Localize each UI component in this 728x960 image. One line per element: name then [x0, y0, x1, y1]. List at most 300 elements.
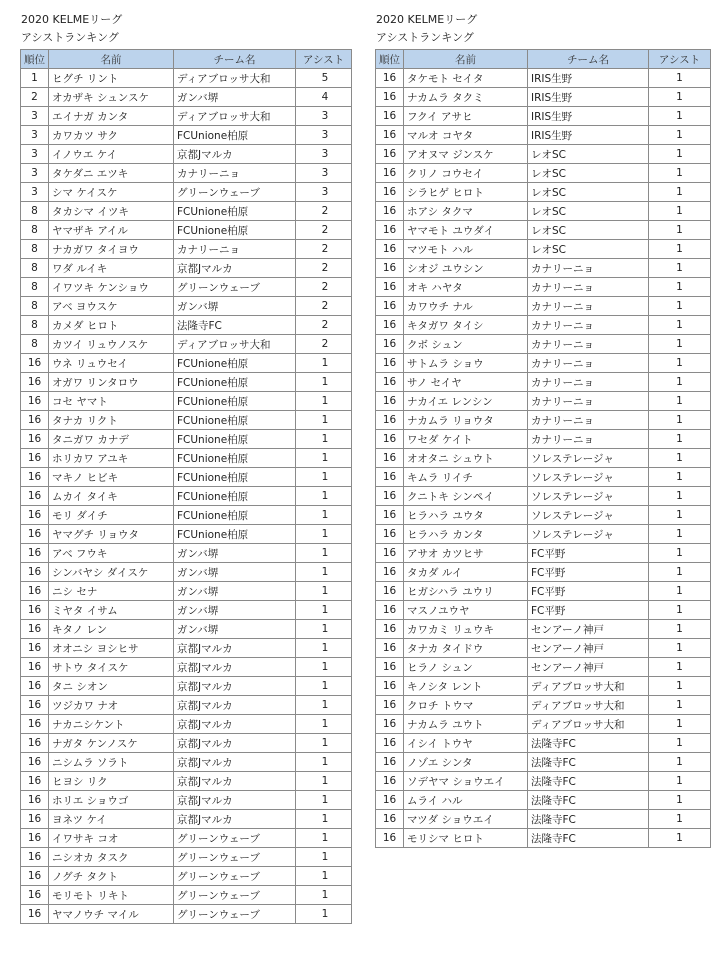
table-row: [376, 829, 711, 848]
team-name-cell: ガンバ堺: [174, 297, 296, 316]
team-name-cell: IRIS生野: [528, 69, 649, 88]
rank-cell: 3: [21, 145, 49, 164]
team-name-cell: 法隆寺FC: [528, 810, 649, 829]
player-name-cell: ミヤタ イサム: [49, 601, 174, 620]
rank-cell: 16: [21, 639, 49, 658]
assist-count-cell: 1: [296, 829, 352, 848]
table-row: [21, 107, 352, 126]
team-name-cell: FCUnione柏原: [174, 525, 296, 544]
player-name-cell: マルオ コヤタ: [404, 126, 528, 145]
assist-ranking-table-left: [20, 49, 352, 924]
table-row: [21, 905, 352, 924]
rank-header: 順位: [21, 50, 49, 69]
table-row: [21, 335, 352, 354]
player-name-cell: サトムラ ショウ: [404, 354, 528, 373]
player-name-cell: モリシマ ヒロト: [404, 829, 528, 848]
assist-count-cell: 1: [296, 392, 352, 411]
right-ranking-block: [375, 12, 711, 848]
table-row: [21, 506, 352, 525]
assist-count-cell: 2: [296, 202, 352, 221]
player-name-cell: オキ ハヤタ: [404, 278, 528, 297]
player-name-cell: クニトキ シンペイ: [404, 487, 528, 506]
player-name-cell: ヨネツ ケイ: [49, 810, 174, 829]
table-row: [21, 240, 352, 259]
assist-count-cell: 1: [649, 221, 711, 240]
rank-cell: 16: [21, 449, 49, 468]
table-row: [21, 354, 352, 373]
table-row: [21, 563, 352, 582]
team-name-cell: センアーノ神戸: [528, 639, 649, 658]
team-name-cell: ディアブロッサ大和: [174, 107, 296, 126]
rank-cell: 16: [21, 829, 49, 848]
assist-count-cell: 1: [296, 772, 352, 791]
assist-count-cell: 1: [649, 316, 711, 335]
table-row: [376, 202, 711, 221]
table-row: [376, 506, 711, 525]
team-name-cell: ガンバ堺: [174, 620, 296, 639]
player-name-cell: モリ ダイチ: [49, 506, 174, 525]
rank-cell: 16: [21, 867, 49, 886]
team-name-cell: 京都Jマルカ: [174, 810, 296, 829]
table-row: [21, 69, 352, 88]
rank-cell: 16: [21, 696, 49, 715]
rank-cell: 16: [21, 582, 49, 601]
table-row: [21, 468, 352, 487]
rank-cell: 16: [376, 829, 404, 848]
player-name-cell: ヒヨシ リク: [49, 772, 174, 791]
player-name-cell: イワサキ コオ: [49, 829, 174, 848]
assist-count-cell: 1: [296, 430, 352, 449]
assist-count-cell: 1: [649, 639, 711, 658]
player-name-cell: ホアシ タクマ: [404, 202, 528, 221]
rank-cell: 16: [21, 848, 49, 867]
team-name-cell: グリーンウェーブ: [174, 905, 296, 924]
assist-count-cell: 1: [296, 620, 352, 639]
assist-count-cell: 1: [649, 202, 711, 221]
player-name-cell: ナカニシケント: [49, 715, 174, 734]
assist-count-cell: 1: [649, 449, 711, 468]
player-name-cell: サノ セイヤ: [404, 373, 528, 392]
rank-cell: 16: [21, 563, 49, 582]
assist-count-cell: 1: [296, 867, 352, 886]
team-name-cell: FCUnione柏原: [174, 411, 296, 430]
assist-count-cell: 1: [649, 753, 711, 772]
rank-cell: 16: [21, 468, 49, 487]
assist-count-cell: 1: [296, 544, 352, 563]
player-name-cell: サトウ タイスケ: [49, 658, 174, 677]
player-name-cell: シマ ケイスケ: [49, 183, 174, 202]
assist-count-cell: 1: [296, 506, 352, 525]
rank-cell: 8: [21, 240, 49, 259]
team-name-cell: ソレステレージャ: [528, 449, 649, 468]
assist-count-cell: 1: [296, 905, 352, 924]
assist-count-cell: 2: [296, 278, 352, 297]
team-name-cell: FCUnione柏原: [174, 487, 296, 506]
rank-cell: 8: [21, 297, 49, 316]
assists-header: アシスト: [649, 50, 711, 69]
rank-cell: 16: [376, 202, 404, 221]
player-name-cell: ヒラハラ ユウタ: [404, 506, 528, 525]
table-row: [21, 259, 352, 278]
team-name-cell: ガンバ堺: [174, 582, 296, 601]
team-name-cell: カナリーニョ: [528, 316, 649, 335]
team-name-cell: カナリーニョ: [528, 259, 649, 278]
rank-cell: 16: [376, 297, 404, 316]
rank-cell: 16: [376, 753, 404, 772]
team-name-cell: FCUnione柏原: [174, 221, 296, 240]
assist-count-cell: 1: [296, 468, 352, 487]
rank-cell: 16: [376, 316, 404, 335]
player-name-cell: キノシタ レント: [404, 677, 528, 696]
player-name-cell: アサオ カツヒサ: [404, 544, 528, 563]
table-row: [376, 278, 711, 297]
team-name-cell: センアーノ神戸: [528, 658, 649, 677]
team-name-cell: 京都Jマルカ: [174, 753, 296, 772]
assist-count-cell: 2: [296, 240, 352, 259]
rank-cell: 3: [21, 183, 49, 202]
table-row: [21, 487, 352, 506]
assist-count-cell: 1: [649, 240, 711, 259]
assist-count-cell: 1: [649, 582, 711, 601]
team-name-cell: FCUnione柏原: [174, 430, 296, 449]
rank-cell: 16: [376, 145, 404, 164]
table-row: [376, 411, 711, 430]
team-name-cell: レオSC: [528, 164, 649, 183]
rank-cell: 16: [21, 601, 49, 620]
rank-cell: 16: [21, 734, 49, 753]
rank-cell: 16: [21, 905, 49, 924]
rank-cell: 16: [376, 639, 404, 658]
rank-cell: 16: [21, 753, 49, 772]
team-name-cell: FCUnione柏原: [174, 126, 296, 145]
player-name-cell: ホリカワ アユキ: [49, 449, 174, 468]
rank-cell: 16: [376, 411, 404, 430]
rank-cell: 16: [376, 354, 404, 373]
table-row: [21, 544, 352, 563]
assist-count-cell: 3: [296, 164, 352, 183]
player-name-cell: ヤマグチ リョウタ: [49, 525, 174, 544]
rank-cell: 16: [376, 791, 404, 810]
team-name-cell: ディアブロッサ大和: [528, 696, 649, 715]
assist-count-cell: 1: [649, 544, 711, 563]
player-name-cell: シオジ ユウシン: [404, 259, 528, 278]
team-name-cell: 京都Jマルカ: [174, 791, 296, 810]
assist-count-cell: 1: [296, 354, 352, 373]
rank-cell: 3: [21, 107, 49, 126]
rank-cell: 16: [376, 772, 404, 791]
team-name-cell: FCUnione柏原: [174, 506, 296, 525]
team-name-cell: グリーンウェーブ: [174, 886, 296, 905]
name-header: 名前: [49, 50, 174, 69]
table-row: [376, 696, 711, 715]
assist-count-cell: 1: [649, 69, 711, 88]
table-row: [376, 734, 711, 753]
rank-cell: 16: [376, 392, 404, 411]
rank-cell: 8: [21, 316, 49, 335]
table-row: [376, 810, 711, 829]
rank-cell: 16: [21, 487, 49, 506]
rank-cell: 16: [21, 772, 49, 791]
player-name-cell: ナカガワ タイヨウ: [49, 240, 174, 259]
rank-cell: 16: [21, 373, 49, 392]
rank-cell: 16: [21, 620, 49, 639]
table-row: [376, 601, 711, 620]
rank-cell: 16: [376, 126, 404, 145]
table-row: [21, 715, 352, 734]
table-row: [376, 297, 711, 316]
table-row: [376, 620, 711, 639]
table-header-row: [21, 50, 352, 69]
table-row: [376, 772, 711, 791]
table-row: [21, 677, 352, 696]
assist-count-cell: 1: [649, 354, 711, 373]
rank-cell: 16: [21, 886, 49, 905]
table-row: [376, 544, 711, 563]
assist-count-cell: 1: [649, 677, 711, 696]
player-name-cell: イシイ トウヤ: [404, 734, 528, 753]
assist-count-cell: 1: [296, 810, 352, 829]
team-header: チーム名: [528, 50, 649, 69]
assist-count-cell: 1: [649, 772, 711, 791]
assist-count-cell: 1: [649, 392, 711, 411]
table-row: [376, 582, 711, 601]
team-name-cell: 京都Jマルカ: [174, 658, 296, 677]
player-name-cell: カワカツ サク: [49, 126, 174, 145]
table-row: [376, 449, 711, 468]
table-row: [376, 240, 711, 259]
rank-cell: 16: [21, 506, 49, 525]
player-name-cell: オオニシ ヨシヒサ: [49, 639, 174, 658]
player-name-cell: ヒガシハラ ユウリ: [404, 582, 528, 601]
player-name-cell: キムラ リイチ: [404, 468, 528, 487]
assist-count-cell: 1: [296, 563, 352, 582]
rank-cell: 16: [376, 506, 404, 525]
table-row: [21, 886, 352, 905]
player-name-cell: キタノ レン: [49, 620, 174, 639]
table-row: [21, 601, 352, 620]
table-row: [21, 202, 352, 221]
player-name-cell: ナカムラ ユウト: [404, 715, 528, 734]
table-row: [376, 316, 711, 335]
team-name-cell: ディアブロッサ大和: [528, 677, 649, 696]
team-name-cell: 京都Jマルカ: [174, 715, 296, 734]
player-name-cell: ワセダ ケイト: [404, 430, 528, 449]
assist-count-cell: 1: [649, 487, 711, 506]
assist-count-cell: 3: [296, 107, 352, 126]
rank-cell: 16: [376, 278, 404, 297]
rank-cell: 16: [376, 373, 404, 392]
player-name-cell: ヤマモト ユウダイ: [404, 221, 528, 240]
assist-count-cell: 1: [296, 696, 352, 715]
rank-cell: 16: [376, 487, 404, 506]
rank-cell: 16: [376, 259, 404, 278]
league-title: 2020 KELMEリーグ: [21, 13, 123, 26]
table-row: [21, 183, 352, 202]
rank-cell: 16: [376, 525, 404, 544]
rank-cell: 16: [21, 525, 49, 544]
player-name-cell: マツダ ショウエイ: [404, 810, 528, 829]
rank-cell: 16: [376, 620, 404, 639]
player-name-cell: イワツキ ケンショウ: [49, 278, 174, 297]
player-name-cell: ナガタ ケンノスケ: [49, 734, 174, 753]
assist-count-cell: 1: [649, 183, 711, 202]
assist-count-cell: 1: [296, 886, 352, 905]
rank-cell: 16: [376, 677, 404, 696]
table-row: [376, 677, 711, 696]
player-name-cell: ムカイ タイキ: [49, 487, 174, 506]
table-row: [376, 639, 711, 658]
table-row: [376, 354, 711, 373]
table-row: [21, 392, 352, 411]
assist-count-cell: 1: [649, 278, 711, 297]
player-name-cell: ウネ リュウセイ: [49, 354, 174, 373]
team-name-cell: 京都Jマルカ: [174, 259, 296, 278]
assist-count-cell: 1: [649, 620, 711, 639]
player-name-cell: タナカ リクト: [49, 411, 174, 430]
rank-cell: 16: [376, 88, 404, 107]
table-row: [21, 411, 352, 430]
rank-cell: 3: [21, 126, 49, 145]
assist-count-cell: 2: [296, 221, 352, 240]
assist-count-cell: 1: [649, 525, 711, 544]
table-row: [21, 221, 352, 240]
assist-count-cell: 5: [296, 69, 352, 88]
table-row: [21, 145, 352, 164]
assist-count-cell: 1: [649, 658, 711, 677]
team-name-cell: グリーンウェーブ: [174, 848, 296, 867]
assist-count-cell: 1: [649, 506, 711, 525]
rank-cell: 16: [376, 582, 404, 601]
team-name-cell: カナリーニョ: [174, 164, 296, 183]
rank-cell: 16: [376, 810, 404, 829]
team-name-cell: 法隆寺FC: [528, 829, 649, 848]
table-row: [21, 867, 352, 886]
team-name-cell: ディアブロッサ大和: [174, 69, 296, 88]
table-row: [21, 734, 352, 753]
table-row: [21, 278, 352, 297]
player-name-cell: コセ ヤマト: [49, 392, 174, 411]
table-row: [376, 126, 711, 145]
team-name-cell: レオSC: [528, 202, 649, 221]
rank-cell: 16: [21, 411, 49, 430]
player-name-cell: タケモト セイタ: [404, 69, 528, 88]
rank-cell: 16: [376, 164, 404, 183]
table-row: [21, 430, 352, 449]
player-name-cell: ソデヤマ ショウエイ: [404, 772, 528, 791]
assist-count-cell: 1: [649, 430, 711, 449]
table-row: [21, 164, 352, 183]
team-name-cell: 法隆寺FC: [528, 772, 649, 791]
assist-count-cell: 1: [649, 164, 711, 183]
team-name-cell: レオSC: [528, 183, 649, 202]
rank-cell: 16: [376, 449, 404, 468]
assist-count-cell: 1: [296, 373, 352, 392]
team-name-cell: ソレステレージャ: [528, 468, 649, 487]
team-name-cell: カナリーニョ: [528, 354, 649, 373]
player-name-cell: ヒグチ リント: [49, 69, 174, 88]
table-row: [21, 620, 352, 639]
table-row: [21, 810, 352, 829]
player-name-cell: ヒラノ シュン: [404, 658, 528, 677]
ranking-subtitle: アシストランキング: [376, 31, 474, 44]
table-row: [376, 221, 711, 240]
team-name-cell: カナリーニョ: [528, 392, 649, 411]
table-row: [21, 88, 352, 107]
rank-cell: 1: [21, 69, 49, 88]
assist-count-cell: 1: [296, 411, 352, 430]
team-name-cell: 法隆寺FC: [528, 753, 649, 772]
assist-count-cell: 1: [296, 658, 352, 677]
assist-count-cell: 2: [296, 335, 352, 354]
rank-cell: 16: [21, 658, 49, 677]
player-name-cell: アオヌマ ジンスケ: [404, 145, 528, 164]
player-name-cell: エイナガ カンタ: [49, 107, 174, 126]
player-name-cell: クロチ トウマ: [404, 696, 528, 715]
team-name-cell: IRIS生野: [528, 126, 649, 145]
rank-cell: 8: [21, 259, 49, 278]
assist-count-cell: 1: [649, 715, 711, 734]
player-name-cell: タカダ ルイ: [404, 563, 528, 582]
table-row: [21, 126, 352, 145]
rank-cell: 16: [376, 715, 404, 734]
rank-cell: 16: [376, 183, 404, 202]
assists-header: アシスト: [296, 50, 352, 69]
team-name-cell: ソレステレージャ: [528, 525, 649, 544]
assist-count-cell: 1: [296, 525, 352, 544]
team-name-cell: 京都Jマルカ: [174, 145, 296, 164]
team-name-cell: FCUnione柏原: [174, 392, 296, 411]
team-name-cell: カナリーニョ: [528, 278, 649, 297]
assist-count-cell: 1: [649, 88, 711, 107]
rank-cell: 16: [21, 354, 49, 373]
table-row: [376, 658, 711, 677]
player-name-cell: ニシオカ タスク: [49, 848, 174, 867]
team-name-cell: 法隆寺FC: [174, 316, 296, 335]
team-name-cell: グリーンウェーブ: [174, 829, 296, 848]
team-name-cell: レオSC: [528, 145, 649, 164]
rank-cell: 16: [21, 544, 49, 563]
assist-count-cell: 1: [649, 601, 711, 620]
rank-cell: 16: [376, 658, 404, 677]
team-header: チーム名: [174, 50, 296, 69]
assist-count-cell: 1: [649, 468, 711, 487]
assist-count-cell: 1: [296, 848, 352, 867]
rank-cell: 16: [376, 696, 404, 715]
assist-count-cell: 1: [296, 487, 352, 506]
team-name-cell: FCUnione柏原: [174, 354, 296, 373]
assist-count-cell: 1: [296, 753, 352, 772]
team-name-cell: グリーンウェーブ: [174, 867, 296, 886]
player-name-cell: ノグチ タクト: [49, 867, 174, 886]
player-name-cell: タニガワ カナデ: [49, 430, 174, 449]
player-name-cell: ムライ ハル: [404, 791, 528, 810]
team-name-cell: グリーンウェーブ: [174, 278, 296, 297]
assist-ranking-table-right: [375, 49, 711, 848]
team-name-cell: カナリーニョ: [528, 373, 649, 392]
assist-count-cell: 1: [649, 297, 711, 316]
assist-count-cell: 1: [649, 335, 711, 354]
player-name-cell: クボ シュン: [404, 335, 528, 354]
table-row: [376, 107, 711, 126]
player-name-cell: ワダ ルイキ: [49, 259, 174, 278]
assist-count-cell: 1: [296, 582, 352, 601]
team-name-cell: カナリーニョ: [528, 297, 649, 316]
team-name-cell: 京都Jマルカ: [174, 696, 296, 715]
table-row: [21, 316, 352, 335]
assist-count-cell: 1: [296, 601, 352, 620]
table-body: [21, 69, 352, 924]
assist-count-cell: 1: [649, 107, 711, 126]
